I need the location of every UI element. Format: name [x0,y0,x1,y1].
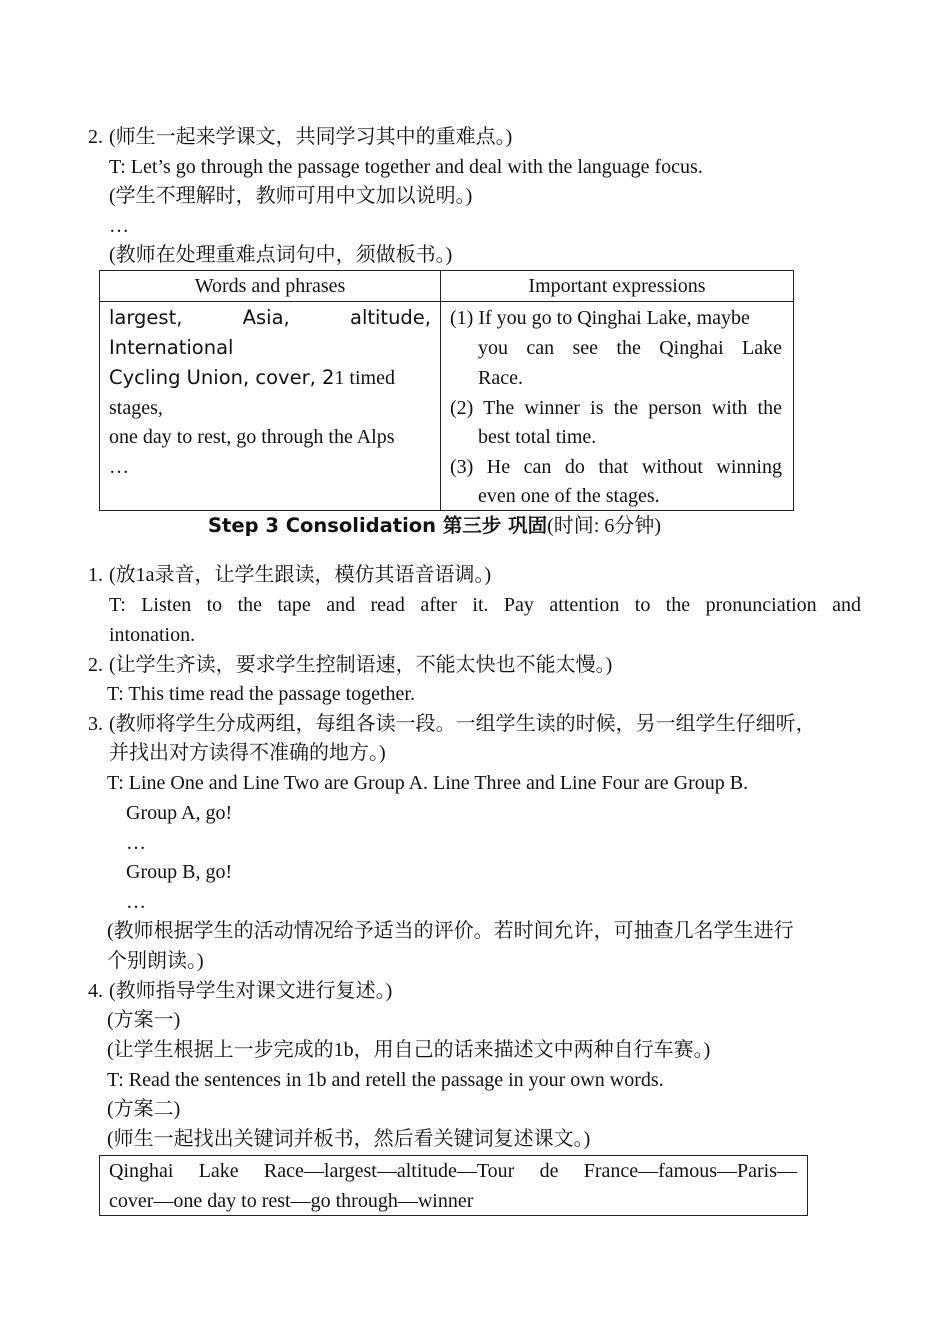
expression-1-line-2: you can see the Qinghai Lake [478,337,782,359]
table-header-expressions: Important expressions [528,275,706,297]
teacher-line-language-focus: T: Let’s go through the passage together and deal with the language focus. [109,156,703,178]
plan-one-teacher-line: T: Read the sentences in 1b and retell the passage in your own words. [107,1069,664,1091]
plan-two-label: (方案二) [107,1098,181,1120]
table-header-words: Words and phrases [194,275,346,297]
plan-one-instruction: (让学生根据上一步完成的1b，用自己的话来描述文中两种自行车赛。) [107,1039,711,1061]
teacher-line-read-together: T: This time read the passage together. [107,683,415,705]
item-number-2: 2. [88,126,103,148]
expression-3-line-2: even one of the stages. [478,485,660,507]
words-line-3 [109,363,395,393]
teacher-line-listen: T: Listen to the tape and read after it. Pay attention to the pronunciation and [109,594,861,616]
instruction-groups-line-1: (教师将学生分成两组，每组各读一段。一组学生读的时候，另一组学生仔细听， [109,713,816,735]
ellipsis-a: … [126,832,146,854]
keywords-line-2: cover—one day to rest—go through—winner [109,1190,474,1212]
vocabulary-table [99,270,794,511]
expression-1-line-1: (1) If you go to Qinghai Lake, maybe [450,307,750,329]
step-3-time: (时间: 6分钟) [547,515,662,537]
words-ellipsis: … [109,456,129,478]
words-line-1: largest, Asia, altitude, [109,306,431,329]
instruction-read-together: (让学生齐读，要求学生控制语速，不能太快也不能太慢。) [109,654,613,676]
step-3-title: Step 3 Consolidation 第三步 巩固 [208,514,548,537]
expression-3-line-1: (3) He can do that without winning [450,456,782,478]
group-b-go: Group B, go! [126,861,233,883]
table-header-divider [100,301,793,302]
expression-2-line-1: (2) The winner is the person with the [450,397,782,419]
expression-2-line-2: best total time. [478,426,597,448]
evaluation-line-1: (教师根据学生的活动情况给予适当的评价。若时间允许，可抽查几名学生进行 [107,920,794,942]
note-board-writing: (教师在处理重难点词句中，须做板书。) [109,244,453,266]
item-number-1: 1. [88,564,103,586]
evaluation-line-2: 个别朗读。) [107,950,204,972]
teacher-line-groups: T: Line One and Line Two are Group A. Line Three and Line Four are Group B. [107,772,749,794]
step-3-heading [208,511,661,541]
words-line-4: stages, [109,397,163,419]
words-line-2: International [109,336,234,359]
ellipsis-b: … [126,891,146,913]
words-line-5: one day to rest, go through the Alps [109,426,395,448]
plan-one-label: (方案一) [107,1009,181,1031]
item-number-3: 3. [88,713,103,735]
words-line-3-end: 1 timed [334,367,395,389]
table-column-divider [440,271,441,510]
expression-1-line-3: Race. [478,367,523,389]
plan-two-instruction: (师生一起找出关键词并板书，然后看关键词复述课文。) [107,1128,591,1150]
instruction-learn-passage: (师生一起来学课文，共同学习其中的重难点。) [109,126,513,148]
item-number-4: 4. [88,980,103,1002]
teacher-line-listen-cont: intonation. [109,624,196,646]
instruction-play-recording: (放1a录音，让学生跟读，模仿其语音语调。) [109,564,492,586]
keywords-box [99,1155,808,1216]
ellipsis: … [109,215,129,237]
instruction-retell: (教师指导学生对课文进行复述。) [109,980,393,1002]
item-number-2b: 2. [88,654,103,676]
instruction-groups-line-2: 并找出对方读得不准确的地方。) [109,742,386,764]
words-line-3-start: Cycling Union, cover, 2 [109,366,335,389]
note-explain-in-chinese: (学生不理解时，教师可用中文加以说明。) [109,185,473,207]
keywords-line-1: Qinghai Lake Race—largest—altitude—Tour de France—famous—Paris— [109,1160,797,1182]
group-a-go: Group A, go! [126,802,233,824]
